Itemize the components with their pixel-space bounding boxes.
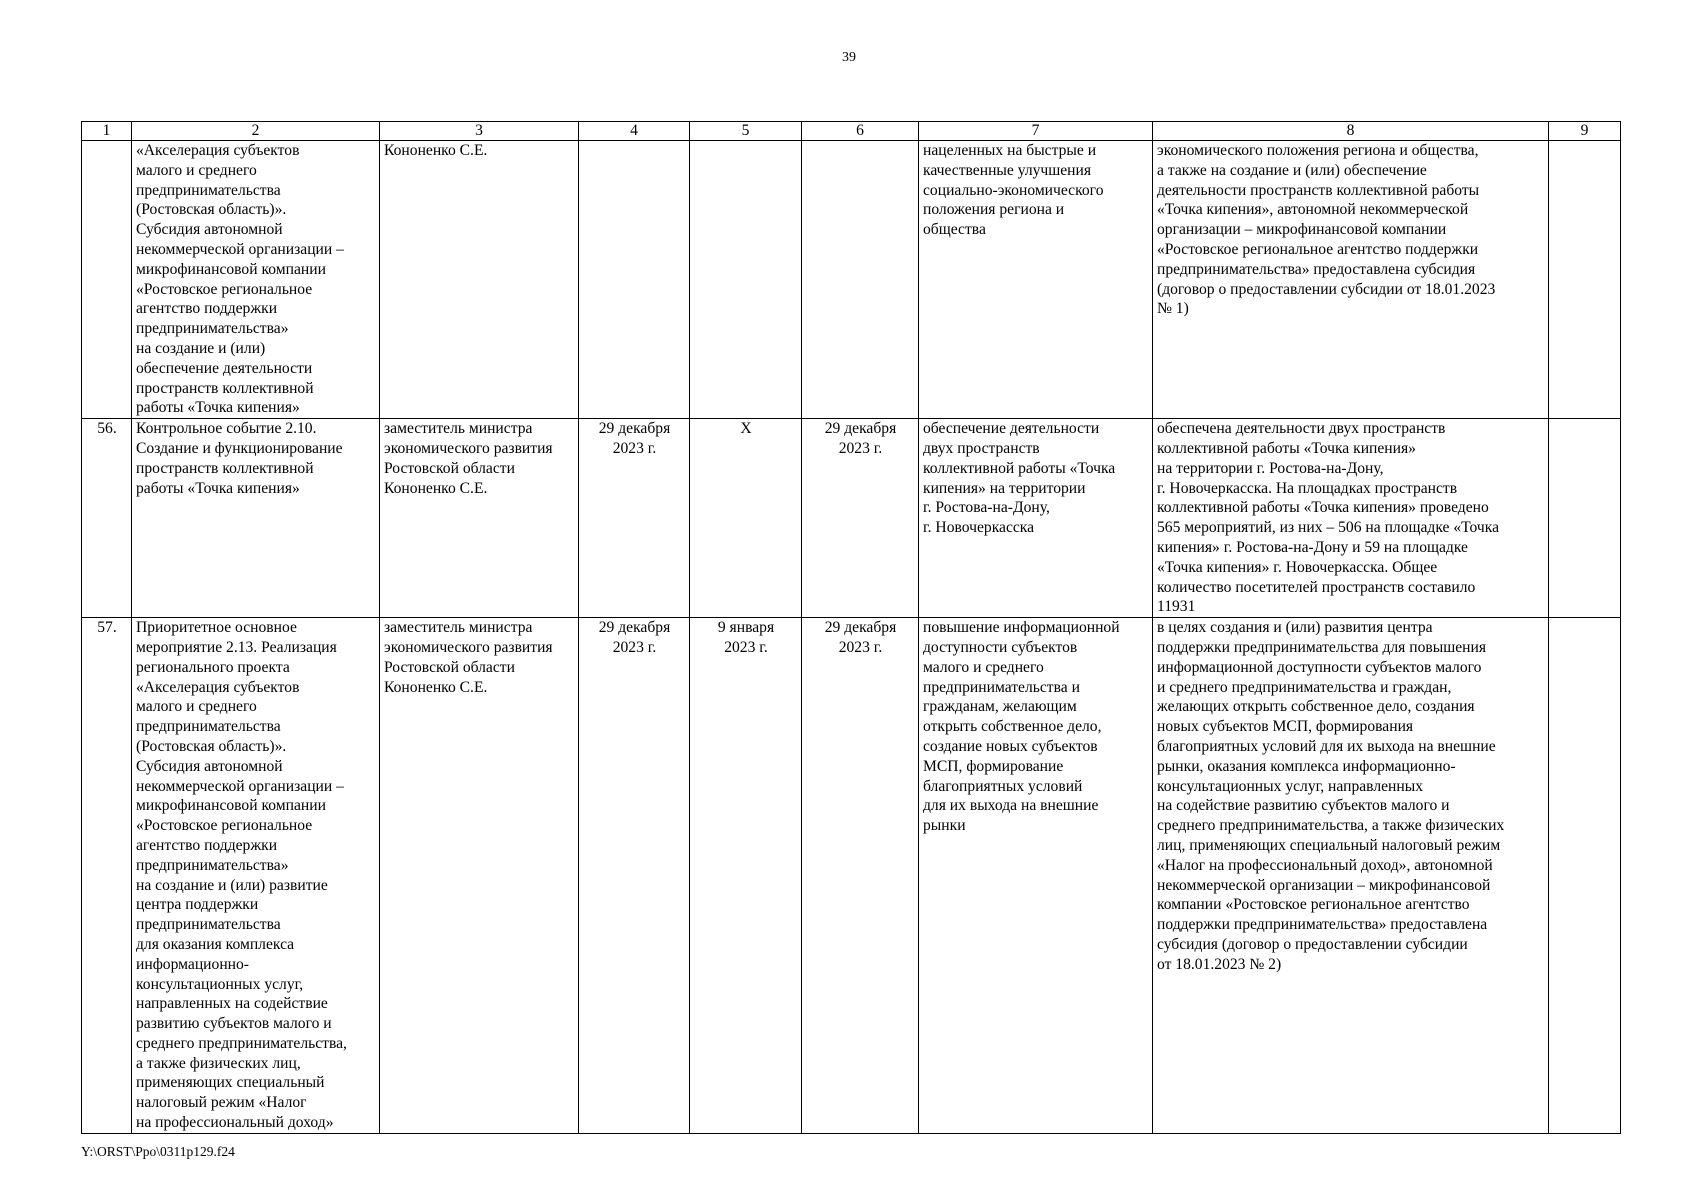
notes xyxy=(1549,141,1621,419)
table-row xyxy=(82,141,1621,419)
start-date: Х xyxy=(690,419,802,618)
plan-table xyxy=(81,121,1621,1134)
row-number xyxy=(82,141,132,419)
expected-result: повышение информационной доступности субъектов малого и среднего предпринимательства и гражданам, желающим открыть собственное дело, создание новых субъектов МСП, формирование благоприятных условий для их выхода на внешние рынки xyxy=(919,618,1153,1134)
responsible-person: Кононенко С.Е. xyxy=(380,141,579,419)
header-col-5: 5 xyxy=(690,122,802,141)
header-col-1: 1 xyxy=(82,122,132,141)
event-name: Приоритетное основное мероприятие 2.13. Реализация регионального проекта «Акселерация субъектов малого и среднего предпринимательства (Ростовская область)». Субсидия автономной некоммерческой организации – микрофинансовой компании «Ростовское региональное агентство поддержки предпринимательства» на создание и (или) развитие центра поддержки предпринимательства для оказания комплекса информационно- консультационных услуг, направленных на содействие развитию субъектов малого и среднего предпринимательства, а также физических лиц, применяющих специальный налоговый режим «Налог на профессиональный доход» xyxy=(132,618,380,1134)
row-number: 57. xyxy=(82,618,132,1134)
end-date: 29 декабря 2023 г. xyxy=(802,618,919,1134)
start-date: 9 января 2023 г. xyxy=(690,618,802,1134)
expected-result: нацеленных на быстрые и качественные улучшения социально-экономического положения региона и общества xyxy=(919,141,1153,419)
header-col-8: 8 xyxy=(1153,122,1549,141)
header-row xyxy=(82,122,1621,141)
start-date xyxy=(690,141,802,419)
responsible-person: заместитель министра экономического развития Ростовской области Кононенко С.Е. xyxy=(380,618,579,1134)
end-date xyxy=(802,141,919,419)
notes xyxy=(1549,618,1621,1134)
footer-file-path: Y:\ORST\Ppo\0311p129.f24 xyxy=(81,1144,235,1159)
page-number: 39 xyxy=(842,50,856,65)
header-col-3: 3 xyxy=(380,122,579,141)
table-row xyxy=(82,419,1621,618)
header-col-4: 4 xyxy=(579,122,690,141)
planned-date xyxy=(579,141,690,419)
table-row xyxy=(82,618,1621,1134)
header-col-6: 6 xyxy=(802,122,919,141)
expected-result: обеспечение деятельности двух пространств коллективной работы «Точка кипения» на территории г. Ростова-на-Дону, г. Новочеркасска xyxy=(919,419,1153,618)
header-col-9: 9 xyxy=(1549,122,1621,141)
actual-result: в целях создания и (или) развития центра поддержки предпринимательства для повышения информационной доступности субъектов малого и среднего предпринимательства и граждан, желающих открыть собственное дело, создания новых субъектов МСП, формирования благоприятных условий для их выхода на внешние рынки, оказания комплекса информационно- консультационных услуг, направленных на содействие развитию субъектов малого и среднего предпринимательства, а также физических лиц, применяющих специальный налоговый режим «Налог на профессиональный доход», автономной некоммерческой организации – микрофинансовой компании «Ростовское региональное агентство поддержки предпринимательства» предоставлена субсидия (договор о предоставлении субсидии от 18.01.2023 № 2) xyxy=(1153,618,1549,1134)
header-col-2: 2 xyxy=(132,122,380,141)
header-col-7: 7 xyxy=(919,122,1153,141)
actual-result: обеспечена деятельности двух пространств коллективной работы «Точка кипения» на территории г. Ростова-на-Дону, г. Новочеркасска. На площадках пространств коллективной работы «Точка кипения» проведено 565 мероприятий, из них – 506 на площадке «Точка кипения» г. Ростова-на-Дону и 59 на площадке «Точка кипения» г. Новочеркасска. Общее количество посетителей пространств составило 11931 xyxy=(1153,419,1549,618)
notes xyxy=(1549,419,1621,618)
end-date: 29 декабря 2023 г. xyxy=(802,419,919,618)
planned-date: 29 декабря 2023 г. xyxy=(579,419,690,618)
actual-result: экономического положения региона и общества, а также на создание и (или) обеспечение деятельности пространств коллективной работы «Точка кипения», автономной некоммерческой организации – микрофинансовой компании «Ростовское региональное агентство поддержки предпринимательства» предоставлена субсидия (договор о предоставлении субсидии от 18.01.2023 № 1) xyxy=(1153,141,1549,419)
event-name: Контрольное событие 2.10. Создание и функционирование пространств коллективной работы «Точка кипения» xyxy=(132,419,380,618)
planned-date: 29 декабря 2023 г. xyxy=(579,618,690,1134)
responsible-person: заместитель министра экономического развития Ростовской области Кононенко С.Е. xyxy=(380,419,579,618)
row-number: 56. xyxy=(82,419,132,618)
event-name: «Акселерация субъектов малого и среднего предпринимательства (Ростовская область)». Субсидия автономной некоммерческой организации – микрофинансовой компании «Ростовское региональное агентство поддержки предпринимательства» на создание и (или) обеспечение деятельности пространств коллективной работы «Точка кипения» xyxy=(132,141,380,419)
